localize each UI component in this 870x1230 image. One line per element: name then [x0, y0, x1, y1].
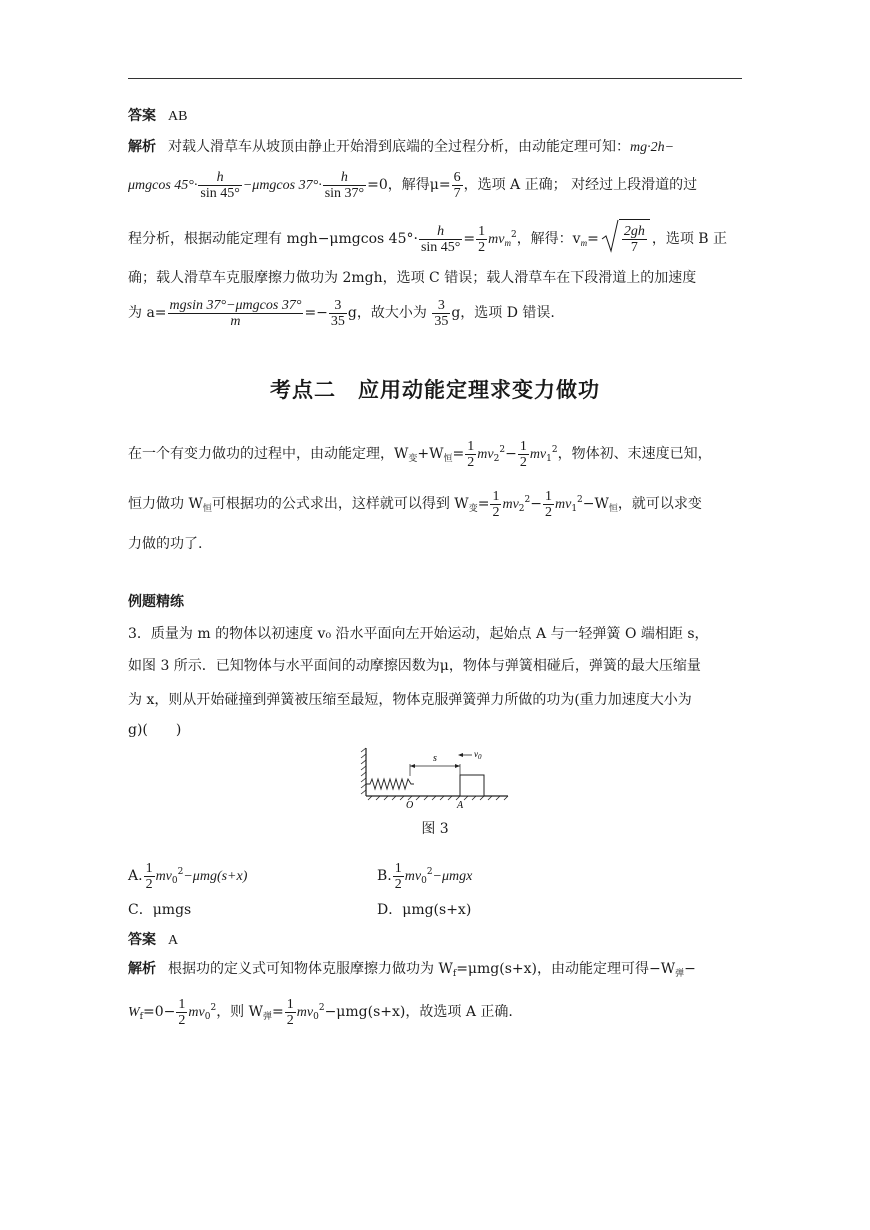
fraction [329, 298, 347, 329]
superscript: 2 [210, 1003, 217, 1013]
figure-caption: 图 3 [421, 821, 449, 837]
answer-label: 答案 [128, 108, 156, 124]
example-heading: 例题精练 [128, 594, 184, 610]
superscript: 2 [510, 230, 517, 240]
superscript: 2 [499, 445, 506, 455]
fraction-numerator: 3 [432, 298, 450, 314]
fraction-numerator: h [198, 170, 241, 186]
fraction [285, 997, 296, 1028]
text-run: 力做的功了. [128, 536, 203, 552]
superscript: 2 [177, 867, 184, 877]
spring [366, 779, 414, 789]
question-line-3: 为 x，则从开始碰撞到弹簧被压缩至最短，物体克服弹簧弹力所做的功为(重力加速度大小为 [128, 692, 692, 708]
fraction-numerator: 1 [467, 438, 475, 454]
answer-value: A [168, 933, 179, 948]
text-run: ，则 W [216, 1004, 264, 1020]
fraction [490, 489, 501, 520]
fraction-denominator: 7 [630, 240, 638, 255]
label-O: O [406, 800, 414, 810]
intro-line-2 [128, 480, 702, 520]
superscript: 2 [318, 1003, 325, 1013]
fraction-numerator: 1 [145, 860, 153, 876]
subscript: 1 [546, 454, 552, 464]
text-run: =0− [143, 1004, 176, 1020]
text-run: − [684, 961, 696, 977]
math-run: mv [188, 1005, 205, 1020]
answer-value: AB [168, 109, 188, 124]
option-a [128, 852, 247, 892]
fraction [393, 861, 404, 892]
analysis-2-line-2 [128, 988, 513, 1028]
fraction-numerator: 1 [286, 996, 294, 1012]
fraction-denominator: sin 45° [200, 185, 240, 201]
text-run: − [505, 446, 517, 462]
fraction-denominator: 35 [330, 313, 345, 329]
fraction-numerator: h [323, 170, 366, 186]
analysis-1-line-2 [128, 165, 697, 205]
math-run: mg·2h− [630, 140, 675, 155]
fraction-denominator: m [230, 313, 241, 329]
label-v0 [474, 749, 482, 761]
intro-line-3 [128, 534, 202, 554]
superscript: 2 [426, 867, 433, 877]
fraction [419, 224, 462, 255]
subscript: 恒 [202, 504, 212, 514]
fraction-numerator: 1 [394, 860, 402, 876]
label-v: v [474, 749, 478, 759]
text-run: 程分析，根据动能定理有 mgh−μmgcos 45°· [128, 231, 418, 247]
subscript: f [139, 1012, 144, 1022]
text-run: =− [304, 305, 328, 321]
radical-sign-icon [601, 219, 619, 253]
math-run: −μmgx [432, 869, 473, 884]
fraction [168, 298, 304, 329]
subscript: 2 [493, 454, 500, 464]
fraction-denominator: 2 [145, 876, 153, 892]
subscript: 恒 [443, 454, 453, 464]
answer-label: 答案 [128, 932, 156, 948]
fraction-denominator: 2 [286, 1012, 294, 1028]
analysis-1-line-3 [128, 215, 727, 255]
wall-hatch [361, 748, 366, 794]
fraction-numerator: 3 [329, 298, 347, 314]
text-run: +W [417, 446, 444, 462]
text-run: 在一个有变力做功的过程中，由动能定理，W [128, 446, 409, 462]
text-run: =0，解得μ= [367, 177, 451, 193]
text-run: = [463, 231, 476, 247]
fraction [432, 298, 450, 329]
analysis-2-line-1 [128, 959, 696, 984]
arrow-head-icon [410, 764, 415, 768]
subscript: 弹 [263, 1012, 273, 1022]
fraction [543, 489, 554, 520]
subscript: 1 [571, 504, 578, 514]
option-c: C．μmgs [128, 902, 192, 918]
text-run: 对载人滑草车从坡顶由静止开始滑到底端的全过程分析，由动能定理可知： [168, 139, 630, 155]
subscript: 弹 [675, 969, 685, 979]
math-run: mv [488, 232, 505, 247]
subscript: 0 [313, 1012, 319, 1022]
math-run: mv [155, 869, 172, 884]
text-run: 恒力做功 W [128, 496, 203, 512]
fraction [323, 170, 366, 201]
math-run: mv [529, 447, 547, 462]
superscript: 2 [551, 445, 558, 455]
fraction-denominator: 35 [434, 313, 449, 329]
fraction-denominator: 2 [544, 504, 552, 520]
superscript: 2 [577, 495, 583, 505]
text-run: = [452, 446, 465, 462]
header-rule [128, 78, 742, 79]
fraction [452, 170, 463, 201]
math-run: mv [554, 497, 572, 512]
fraction [198, 170, 241, 201]
fraction-numerator: 2gh [623, 224, 645, 239]
text-run: −μmg(s+x)，故选项 A 正确. [324, 1004, 513, 1020]
text-run: ，选项 A 正确； 对经过上段滑道的过 [463, 177, 698, 193]
math-run: W [128, 1005, 140, 1020]
text-run: − [530, 496, 542, 512]
fraction [465, 439, 476, 470]
subscript: f [452, 969, 457, 979]
subscript: 0 [204, 1012, 211, 1022]
text-run: ，解得：v [516, 231, 581, 247]
text-run: = [587, 231, 599, 247]
fraction-numerator: 1 [178, 996, 186, 1012]
option-prefix: A. [128, 868, 143, 884]
fraction [518, 439, 529, 470]
arrow-head-icon [455, 764, 460, 768]
math-run: mv [477, 447, 494, 462]
subscript: m [504, 238, 511, 248]
figure-3 [360, 742, 510, 814]
fraction-denominator: 7 [453, 185, 461, 201]
text-run: g，故大小为 [347, 305, 432, 321]
analysis-1-line-4 [128, 268, 696, 288]
question-line-1: 3．质量为 m 的物体以初速度 v₀ 沿水平面向左开始运动，起始点 A 与一轻弹簧 O 端相距 s， [128, 626, 709, 642]
text-run: = [477, 496, 490, 512]
square-root [601, 219, 650, 260]
math-run: μmgcos 45°· [128, 178, 198, 193]
subscript: 0 [421, 876, 427, 886]
option-d: D．μmg(s+x) [377, 902, 472, 918]
fraction-numerator: mgsin 37°−μmgcos 37° [169, 297, 302, 313]
label-s: s [433, 753, 437, 764]
text-run: 根据功的定义式可知物体克服摩擦力做功为 W [168, 961, 453, 977]
fraction-denominator: 2 [467, 454, 475, 470]
analysis-1-line-5 [128, 293, 555, 333]
analysis-1-line-1 [128, 137, 674, 158]
question-line-2: 如图 3 所示．已知物体与水平面间的动摩擦因数为μ，物体与弹簧相碰后，弹簧的最大压缩量 [128, 658, 701, 674]
text-run: =μmg(s+x)，由动能定理可得−W [456, 961, 676, 977]
text-run: ，选项 B 正 [651, 231, 728, 247]
option-prefix: B. [377, 868, 392, 884]
spring-block-diagram [360, 742, 510, 810]
math-run: mv [296, 1005, 314, 1020]
fraction-denominator: sin 37° [324, 185, 365, 201]
block [460, 775, 484, 796]
fraction-denominator: sin 45° [420, 239, 461, 255]
text-run: −W [582, 496, 609, 512]
math-run: −μmgcos 37°· [242, 178, 322, 193]
fraction-numerator: 1 [478, 223, 486, 239]
fraction-denominator: 2 [478, 239, 486, 255]
fraction [622, 224, 647, 255]
text-run: 确；载人滑草车克服摩擦力做功为 2mgh，选项 C 错误；载人滑草车在下段滑道上的加速度 [128, 270, 697, 286]
option-b [377, 852, 472, 892]
question-line-4: g)( ) [128, 722, 182, 738]
subscript: 变 [468, 504, 478, 514]
answer-1 [128, 106, 187, 127]
analysis-label: 解析 [128, 961, 156, 977]
fraction-numerator: 1 [519, 438, 527, 454]
fraction-numerator: 1 [544, 488, 552, 504]
fraction [476, 224, 487, 255]
fraction-denominator: 2 [492, 504, 500, 520]
text-run: ，就可以求变 [617, 496, 702, 512]
fraction-numerator: 1 [492, 488, 500, 504]
subscript: 恒 [608, 504, 618, 514]
text-run: = [272, 1004, 284, 1020]
math-run: −μmg(s+x) [183, 869, 248, 884]
fraction-denominator: 2 [394, 876, 402, 892]
fraction [144, 861, 155, 892]
text-run: ，物体初、末速度已知， [557, 446, 712, 462]
subscript: 变 [408, 454, 418, 464]
fraction [176, 997, 187, 1028]
section-title: 考点二 应用动能定理求变力做功 [270, 378, 600, 402]
text-run: 为 a= [128, 305, 167, 321]
fraction-denominator: 2 [178, 1012, 186, 1028]
superscript: 2 [524, 495, 531, 505]
intro-line-1 [128, 430, 712, 470]
label-v0-sub: 0 [478, 753, 482, 761]
subscript: m [580, 238, 588, 248]
fraction-numerator: h [419, 224, 462, 240]
subscript: 0 [171, 876, 178, 886]
arrow-head-icon [458, 753, 463, 757]
label-A: A [457, 800, 464, 810]
text-run: 可根据功的公式求出，这样就可以得到 W [211, 496, 469, 512]
answer-2 [128, 930, 178, 951]
math-run: mv [404, 869, 422, 884]
fraction-denominator: 2 [519, 454, 527, 470]
subscript: 2 [518, 504, 525, 514]
text-run: g，选项 D 错误. [451, 305, 555, 321]
analysis-label: 解析 [128, 139, 156, 155]
fraction-numerator: 6 [453, 169, 461, 185]
math-run: mv [502, 497, 519, 512]
